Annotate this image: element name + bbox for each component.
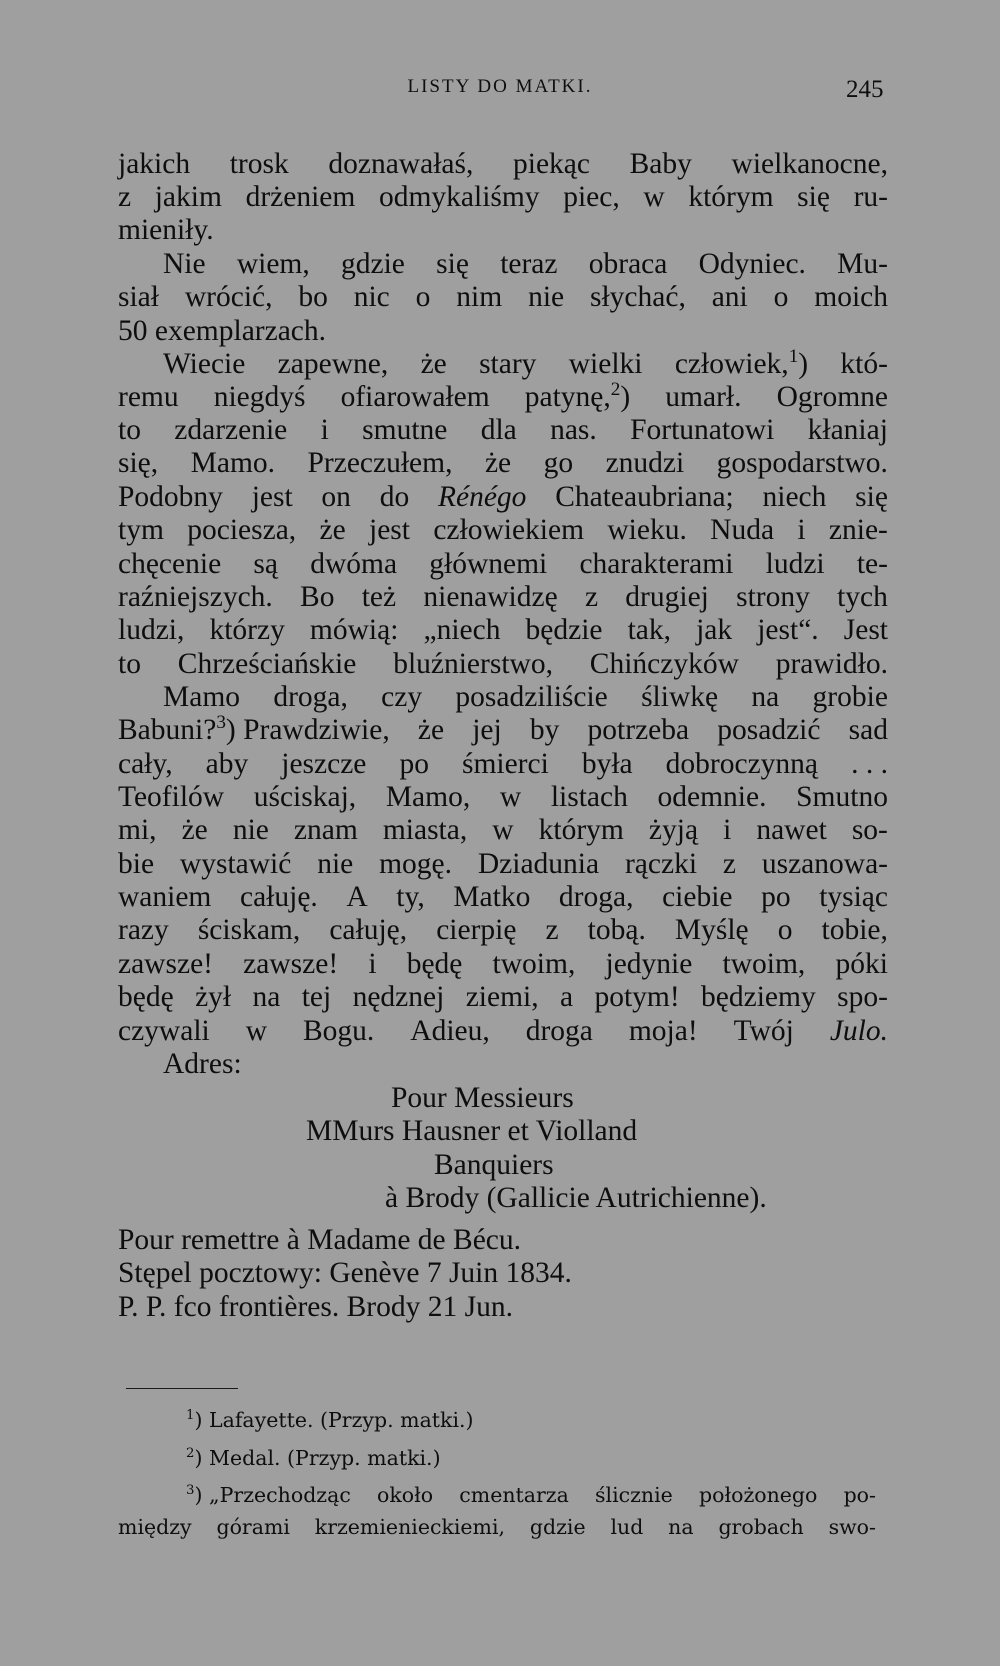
footnote-marker[interactable]: 2 [610, 379, 621, 401]
word: będę [118, 981, 174, 1013]
word: Dziadunia [477, 848, 600, 880]
word: którym [538, 814, 624, 846]
word: ru- [853, 181, 888, 213]
word: Mamo, [385, 781, 471, 813]
word: tobą. [587, 914, 646, 946]
frontier-note: P. P. fco frontières. Brody 21 Jun. [118, 1291, 513, 1323]
word: jedynie [605, 948, 693, 980]
word: rączki [624, 848, 698, 880]
word: nienawidzę [423, 581, 558, 613]
running-header: LISTY DO MATKI. [407, 76, 593, 97]
word: gospodarstwo. [716, 447, 888, 479]
word: twoim, [492, 948, 576, 980]
word: odemnie. [657, 781, 767, 813]
word: ciebie [662, 881, 733, 913]
word: ziemi, [465, 981, 539, 1013]
text-line [118, 747, 888, 781]
word: prawidło. [775, 648, 888, 680]
word: jest“. [757, 614, 819, 646]
word: znie- [828, 514, 888, 546]
word: ludzi, [118, 614, 185, 646]
footnote-3: $^3$) „Przechodząc około cmentarza ślicznie położonego po- [186, 1483, 876, 1507]
word: lud [610, 1515, 644, 1539]
text-line [118, 280, 888, 314]
word: i [320, 414, 329, 446]
word: nim [456, 281, 503, 313]
word: A [346, 881, 368, 913]
word: że [181, 814, 208, 846]
word: krzemienieckiemi, [314, 1515, 506, 1539]
word: wystawić [179, 848, 292, 880]
signature-name: Julo. [829, 1015, 888, 1047]
word: są [253, 548, 278, 580]
word: wrócić, [184, 281, 273, 313]
word: posadziliście [455, 681, 608, 713]
word: czy [381, 681, 423, 713]
word: na [252, 981, 281, 1013]
word: nas. [550, 414, 597, 446]
text-line [118, 547, 888, 581]
word: nie [528, 281, 565, 313]
word: to [118, 648, 141, 680]
word: w [492, 814, 514, 846]
word: Chińczyków [589, 648, 739, 680]
word: śliwkę [641, 681, 719, 713]
word: z [545, 914, 559, 946]
text-line [118, 780, 888, 814]
text-line [118, 613, 888, 647]
word: po [399, 748, 429, 780]
word: była [581, 748, 633, 780]
text-line [118, 413, 888, 447]
word: doznawałaś, [328, 148, 474, 180]
word: strony [736, 581, 810, 613]
word: droga, [273, 681, 348, 713]
word: so- [851, 814, 888, 846]
word: uszanowa- [761, 848, 888, 880]
word: moich [814, 281, 888, 313]
word: tych [837, 581, 888, 613]
word: Matko [453, 881, 531, 913]
address-line: Pour Messieurs [391, 1082, 574, 1114]
text-line: czywali w Bogu. Adieu, droga moja! Twój Julo. [118, 1015, 888, 1047]
word: . . . [851, 748, 888, 780]
word: Teofilów [118, 781, 225, 813]
word: waniem [118, 881, 212, 913]
word: grobie [812, 681, 888, 713]
word: w [499, 781, 522, 813]
footnote-number: 3 [186, 1483, 195, 1499]
word: z [584, 581, 599, 613]
postmark-note: Stępel pocztowy: Genève 7 Juin 1834. [118, 1257, 572, 1289]
word: się [797, 181, 830, 213]
word: Mamo. [190, 447, 276, 479]
word: że [319, 514, 346, 546]
word: drugiej [625, 581, 709, 613]
word: Mu- [837, 248, 888, 280]
text-line [163, 247, 888, 281]
word: Smutno [796, 781, 888, 813]
word: cały, [118, 748, 173, 780]
word: znudzi [605, 447, 685, 479]
word: tym [118, 514, 164, 546]
text-line: 50 exemplarzach. [118, 315, 327, 347]
word: uściskaj, [253, 781, 357, 813]
address-line: Banquiers [434, 1149, 554, 1181]
word: słychać, [589, 281, 686, 313]
word: i [368, 948, 377, 980]
word: zawsze! [118, 948, 213, 980]
word: bluźnierstwo, [393, 648, 553, 680]
text-line [118, 847, 888, 881]
word: nie [317, 848, 354, 880]
footnote-divider [126, 1388, 238, 1389]
word: Bo [300, 581, 335, 613]
text-line [118, 980, 888, 1014]
word: też [361, 581, 397, 613]
word: nędznej [352, 981, 445, 1013]
word: raźniejszych. [118, 581, 273, 613]
word: grobach [718, 1515, 804, 1539]
word: o [777, 914, 793, 946]
word: chęcenie [118, 548, 222, 580]
word: spo- [837, 981, 888, 1013]
word: miasta, [382, 814, 468, 846]
word: zawsze! [243, 948, 339, 980]
word: górami [216, 1515, 290, 1539]
word: Odyniec. [698, 248, 806, 280]
text-line [118, 147, 888, 181]
word: pociesza, [187, 514, 297, 546]
word: trosk [229, 148, 289, 180]
word: piec, [563, 181, 620, 213]
word: po [761, 881, 791, 913]
word: będziemy [701, 981, 816, 1013]
text-line [118, 180, 888, 214]
text-line: Podobny jest on do Rénégo Chateaubriana; niech się [118, 481, 888, 513]
word: Nuda [710, 514, 775, 546]
word: całuję, [329, 914, 408, 946]
word: dobroczynną [665, 748, 819, 780]
word: gdzie [529, 1515, 586, 1539]
word: będę [406, 948, 463, 980]
footnote-marker[interactable]: 1 [788, 346, 799, 368]
word: na [668, 1515, 694, 1539]
word: ty, [396, 881, 425, 913]
word: mi, [118, 814, 157, 846]
text-line [118, 880, 888, 914]
word: śmierci [461, 748, 549, 780]
word: Myślę [674, 914, 749, 946]
word: odmykaliśmy [378, 181, 540, 213]
word: z [722, 848, 736, 880]
text-line [163, 680, 888, 714]
word: cierpię [436, 914, 517, 946]
word: Chrześciańskie [177, 648, 357, 680]
word: Baby [629, 148, 692, 180]
address-line: à Brody (Gallicie Autrichienne). [385, 1182, 767, 1214]
address-line: MMurs Hausner et Violland [306, 1115, 638, 1147]
word: aby [205, 748, 249, 780]
word: bie [118, 848, 155, 880]
word: nic [353, 281, 390, 313]
footnote-number: 1 [186, 1408, 195, 1424]
word: nie [232, 814, 269, 846]
footnote-3-continued [118, 1512, 876, 1542]
word: drżeniem [245, 181, 356, 213]
word: wieku. [607, 514, 687, 546]
word: o [773, 281, 789, 313]
word: póki [835, 948, 888, 980]
word: ani [711, 281, 748, 313]
word: którym [688, 181, 774, 213]
word: jak [696, 614, 733, 646]
word: teraz [500, 248, 558, 280]
text-line [118, 947, 888, 981]
word: głównemi [429, 548, 548, 580]
word: swo- [828, 1515, 876, 1539]
word: Nie [163, 248, 206, 280]
word: dwóma [310, 548, 398, 580]
word: dla [480, 414, 517, 446]
word: piekąc [513, 148, 590, 180]
word: ściskam, [197, 914, 301, 946]
word: ludzi [765, 548, 825, 580]
word: i [797, 514, 806, 546]
word: tak, [627, 614, 672, 646]
word: jeszcze [281, 748, 367, 780]
text-line: remu niegdyś ofiarowałem patynę,$^2$) umarł. Ogromne [118, 379, 888, 413]
word: „niech [423, 614, 501, 646]
word: się, [118, 447, 159, 479]
word: Jest [843, 614, 888, 646]
word: go [543, 447, 574, 479]
word: całuję. [239, 881, 318, 913]
word: charakterami [579, 548, 734, 580]
word: smutne [362, 414, 448, 446]
word: mogę. [379, 848, 453, 880]
word: potym! [594, 981, 680, 1013]
word: wiem, [236, 248, 310, 280]
word: Mamo [163, 681, 241, 713]
word: siał [118, 281, 159, 313]
word: i [723, 814, 732, 846]
word: to [118, 414, 141, 446]
word: nawet [756, 814, 827, 846]
word: że [484, 447, 512, 479]
word: gdzie [341, 248, 405, 280]
text-line: Wiecie zapewne, że stary wielki człowiek,$^1$) któ- [163, 346, 888, 380]
text-line [118, 446, 888, 480]
word: mówią: [309, 614, 399, 646]
word: tej [301, 981, 332, 1013]
page-number: 245 [846, 76, 884, 103]
word: o [415, 281, 431, 313]
word: tysiąc [819, 881, 888, 913]
text-line: Babuni?$^3$) Prawdziwie, że jej by potrzeba posadzić sad [118, 712, 888, 746]
word: obraca [588, 248, 668, 280]
text-line [118, 580, 888, 614]
word: jest [369, 514, 410, 546]
word: człowiekiem [433, 514, 585, 546]
word: tobie, [821, 914, 888, 946]
word: kłaniaj [807, 414, 888, 446]
word: żyją [648, 814, 699, 846]
word: żył [195, 981, 232, 1013]
word: razy [118, 914, 169, 946]
word: między [118, 1515, 192, 1539]
word: na [751, 681, 780, 713]
footnote-number: 2 [186, 1446, 195, 1462]
address-label: Adres: [163, 1048, 242, 1080]
text-line [118, 913, 888, 947]
text-line: mieniły. [118, 214, 214, 246]
word: w [643, 181, 665, 213]
word: wielkanocne, [731, 148, 888, 180]
text-line [118, 813, 888, 847]
word: Przeczułem, [307, 447, 453, 479]
word: Fortunatowi [630, 414, 775, 446]
word: te- [856, 548, 888, 580]
text-line [118, 513, 888, 547]
footnote-1: $^1$) Lafayette. (Przyp. matki.) [186, 1408, 474, 1432]
word: którzy [209, 614, 285, 646]
footnote-marker[interactable]: 3 [216, 712, 226, 734]
word: bo [298, 281, 328, 313]
italic-name: Rénégo [437, 481, 527, 513]
word: znam [293, 814, 358, 846]
word: się [436, 248, 469, 280]
word: zdarzenie [174, 414, 288, 446]
word: będzie [525, 614, 603, 646]
word: twoim, [722, 948, 806, 980]
footnote-2: $^2$) Medal. (Przyp. matki.) [186, 1446, 441, 1470]
word: listach [550, 781, 628, 813]
word: droga, [558, 881, 634, 913]
word: jakich [118, 148, 191, 180]
word: a [559, 981, 574, 1013]
word: z [118, 181, 132, 213]
text-line [118, 647, 888, 681]
address-note: Pour remettre à Madame de Bécu. [118, 1224, 522, 1256]
word: jakim [154, 181, 222, 213]
